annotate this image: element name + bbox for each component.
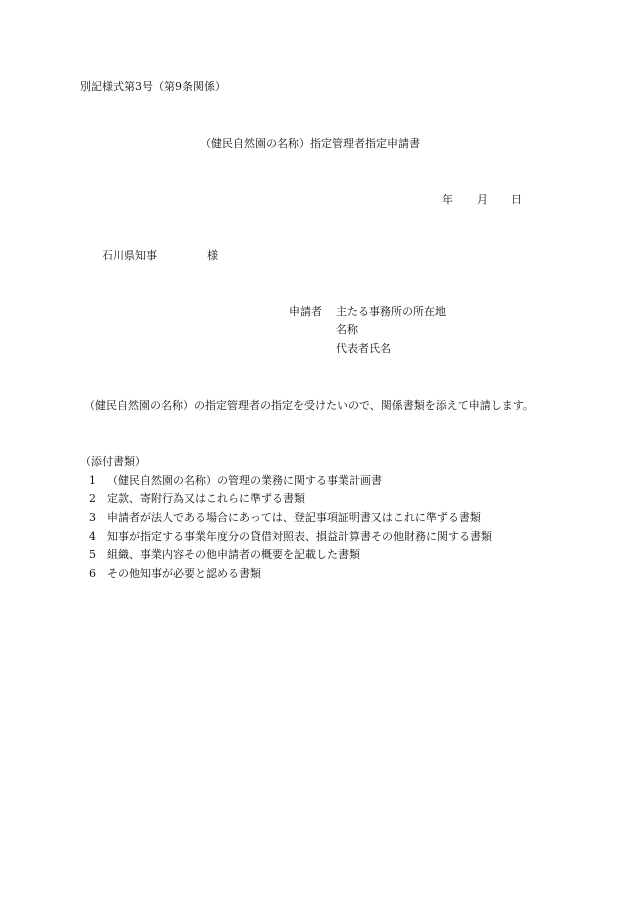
- attachment-item-number: 1: [89, 474, 96, 487]
- applicant-representative-label: 代表者氏名: [336, 342, 391, 355]
- attachment-item: [89, 475, 382, 486]
- attachment-item: [89, 568, 261, 579]
- attachment-item-number: 4: [89, 530, 96, 543]
- attachment-item-number: 5: [89, 548, 96, 561]
- date-year-label: 年: [442, 193, 453, 206]
- body-text: （健民自然園の名称）の指定管理者の指定を受けたいので、関係書類を添えて申請します。: [84, 399, 534, 412]
- attachment-item-number: 2: [89, 492, 96, 505]
- attachments-heading: （添付書類）: [80, 455, 146, 468]
- attachment-item: [89, 512, 481, 523]
- attachment-item: [89, 493, 305, 504]
- attachment-item-text: 申請者が法人である場合にあっては、登記事項証明書又はこれに準ずる書類: [107, 511, 481, 524]
- attachment-item: [89, 549, 360, 560]
- applicant-address-label: 主たる事務所の所在地: [336, 305, 446, 318]
- attachment-item: [89, 531, 492, 542]
- attachment-item-text: （健民自然園の名称）の管理の業務に関する事業計画書: [107, 474, 382, 487]
- date-day-label: 日: [511, 193, 522, 206]
- attachment-item-text: その他知事が必要と認める書類: [107, 567, 261, 580]
- date-month-label: 月: [477, 193, 488, 206]
- addressee-honorific: 様: [207, 249, 218, 262]
- attachment-item-text: 定款、寄附行為又はこれらに準ずる書類: [107, 492, 305, 505]
- attachment-item-text: 知事が指定する事業年度分の貸借対照表、損益計算書その他財務に関する書類: [107, 530, 492, 543]
- applicant-label: 申請者: [289, 305, 322, 318]
- form-number: 別記様式第3号（第9条関係）: [80, 80, 226, 93]
- applicant-name-label: 名称: [336, 323, 358, 336]
- attachment-item-number: 3: [89, 511, 96, 524]
- document-title: （健民自然園の名称）指定管理者指定申請書: [200, 137, 420, 150]
- attachment-item-number: 6: [89, 567, 96, 580]
- addressee-name: 石川県知事: [102, 249, 157, 262]
- attachment-item-text: 組織、事業内容その他申請者の概要を記載した書類: [107, 548, 360, 561]
